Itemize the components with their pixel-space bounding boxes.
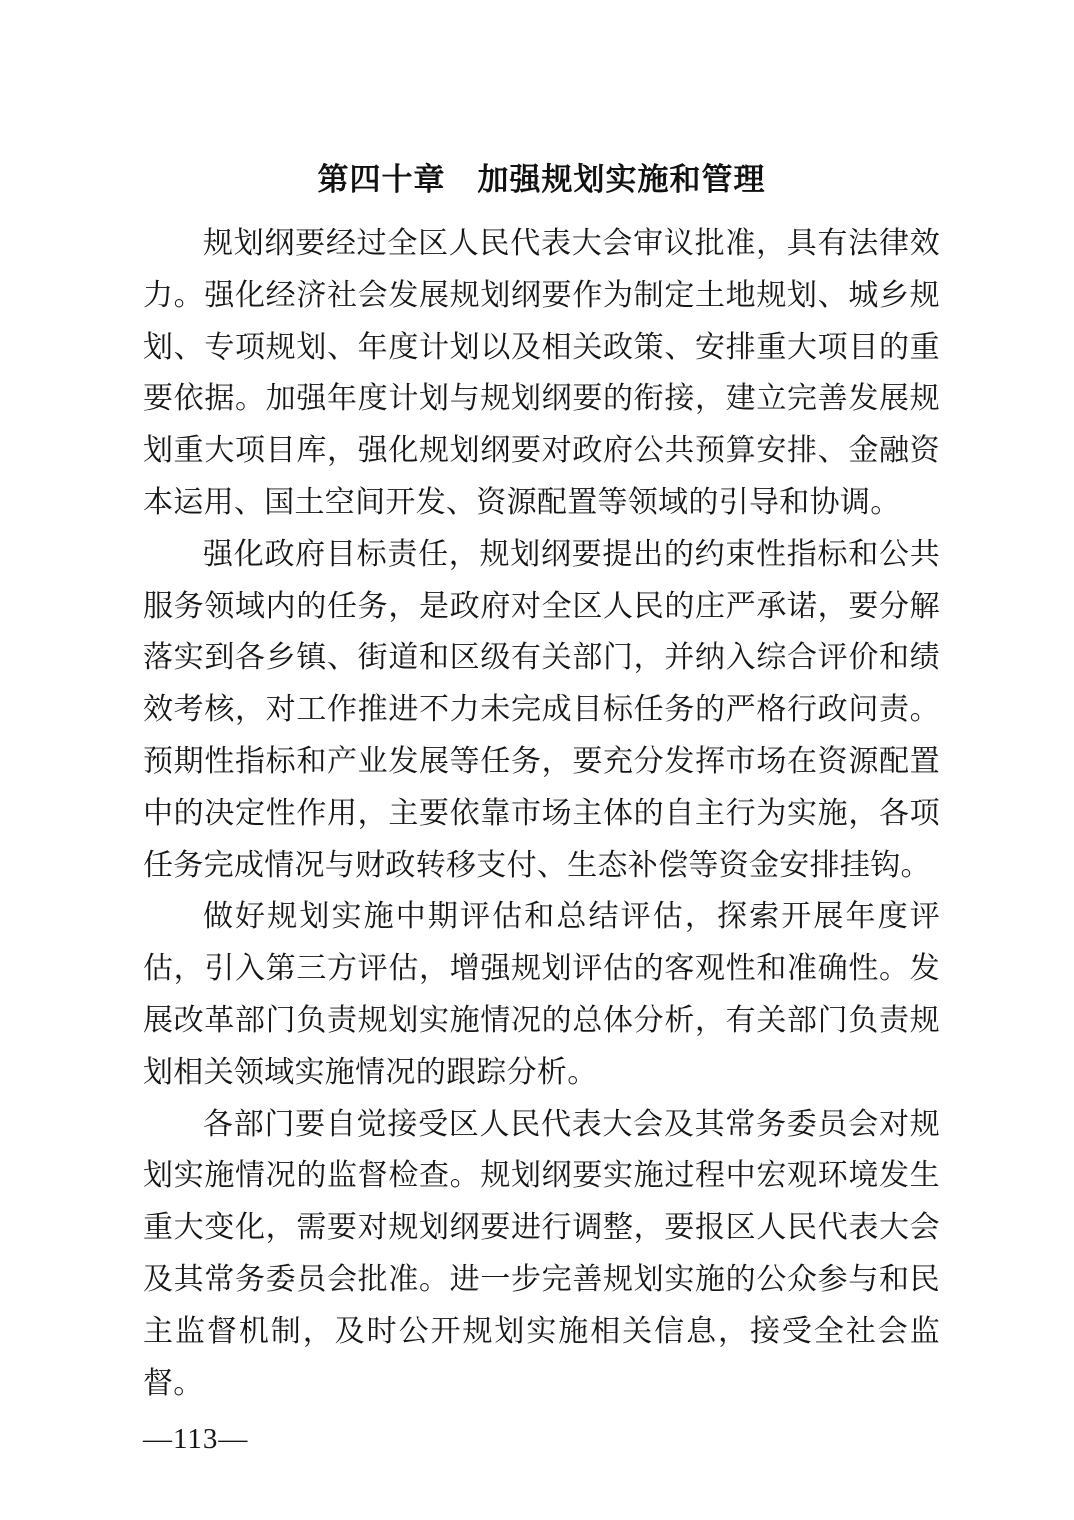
document-body — [143, 218, 940, 1409]
page-number: —113— — [143, 1423, 249, 1456]
paragraph-1: 规划纲要经过全区人民代表大会审议批准，具有法律效力。强化经济社会发展规划纲要作为制定土地规划、城乡规划、专项规划、年度计划以及相关政策、安排重大项目的重要依据。加强年度计划与规划纲要的衔接，建立完善发展规划重大项目库，强化规划纲要对政府公共预算安排、金融资本运用、国土空间开发、资源配置等领域的引导和协调。 — [143, 227, 940, 519]
chapter-title: 第四十章 加强规划实施和管理 — [317, 162, 766, 197]
paragraph-2: 强化政府目标责任，规划纲要提出的约束性指标和公共服务领域内的任务，是政府对全区人民的庄严承诺，要分解落实到各乡镇、街道和区级有关部门，并纳入综合评价和绩效考核，对工作推进不力未完成目标任务的严格行政问责。预期性指标和产业发展等任务，要充分发挥市场在资源配置中的决定性作用，主要依靠市场主体的自主行为实施，各项任务完成情况与财政转移支付、生态补偿等资金安排挂钩。 — [143, 537, 940, 882]
paragraph-3: 做好规划实施中期评估和总结评估，探索开展年度评估，引入第三方评估，增强规划评估的客观性和准确性。发展改革部门负责规划实施情况的总体分析，有关部门负责规划相关领域实施情况的跟踪分析。 — [143, 900, 940, 1089]
paragraph-4: 各部门要自觉接受区人民代表大会及其常务委员会对规划实施情况的监督检查。规划纲要实施过程中宏观环境发生重大变化，需要对规划纲要进行调整，要报区人民代表大会及其常务委员会批准。进一步完善规划实施的公众参与和民主监督机制，及时公开规划实施相关信息，接受全社会监督。 — [143, 1107, 940, 1400]
